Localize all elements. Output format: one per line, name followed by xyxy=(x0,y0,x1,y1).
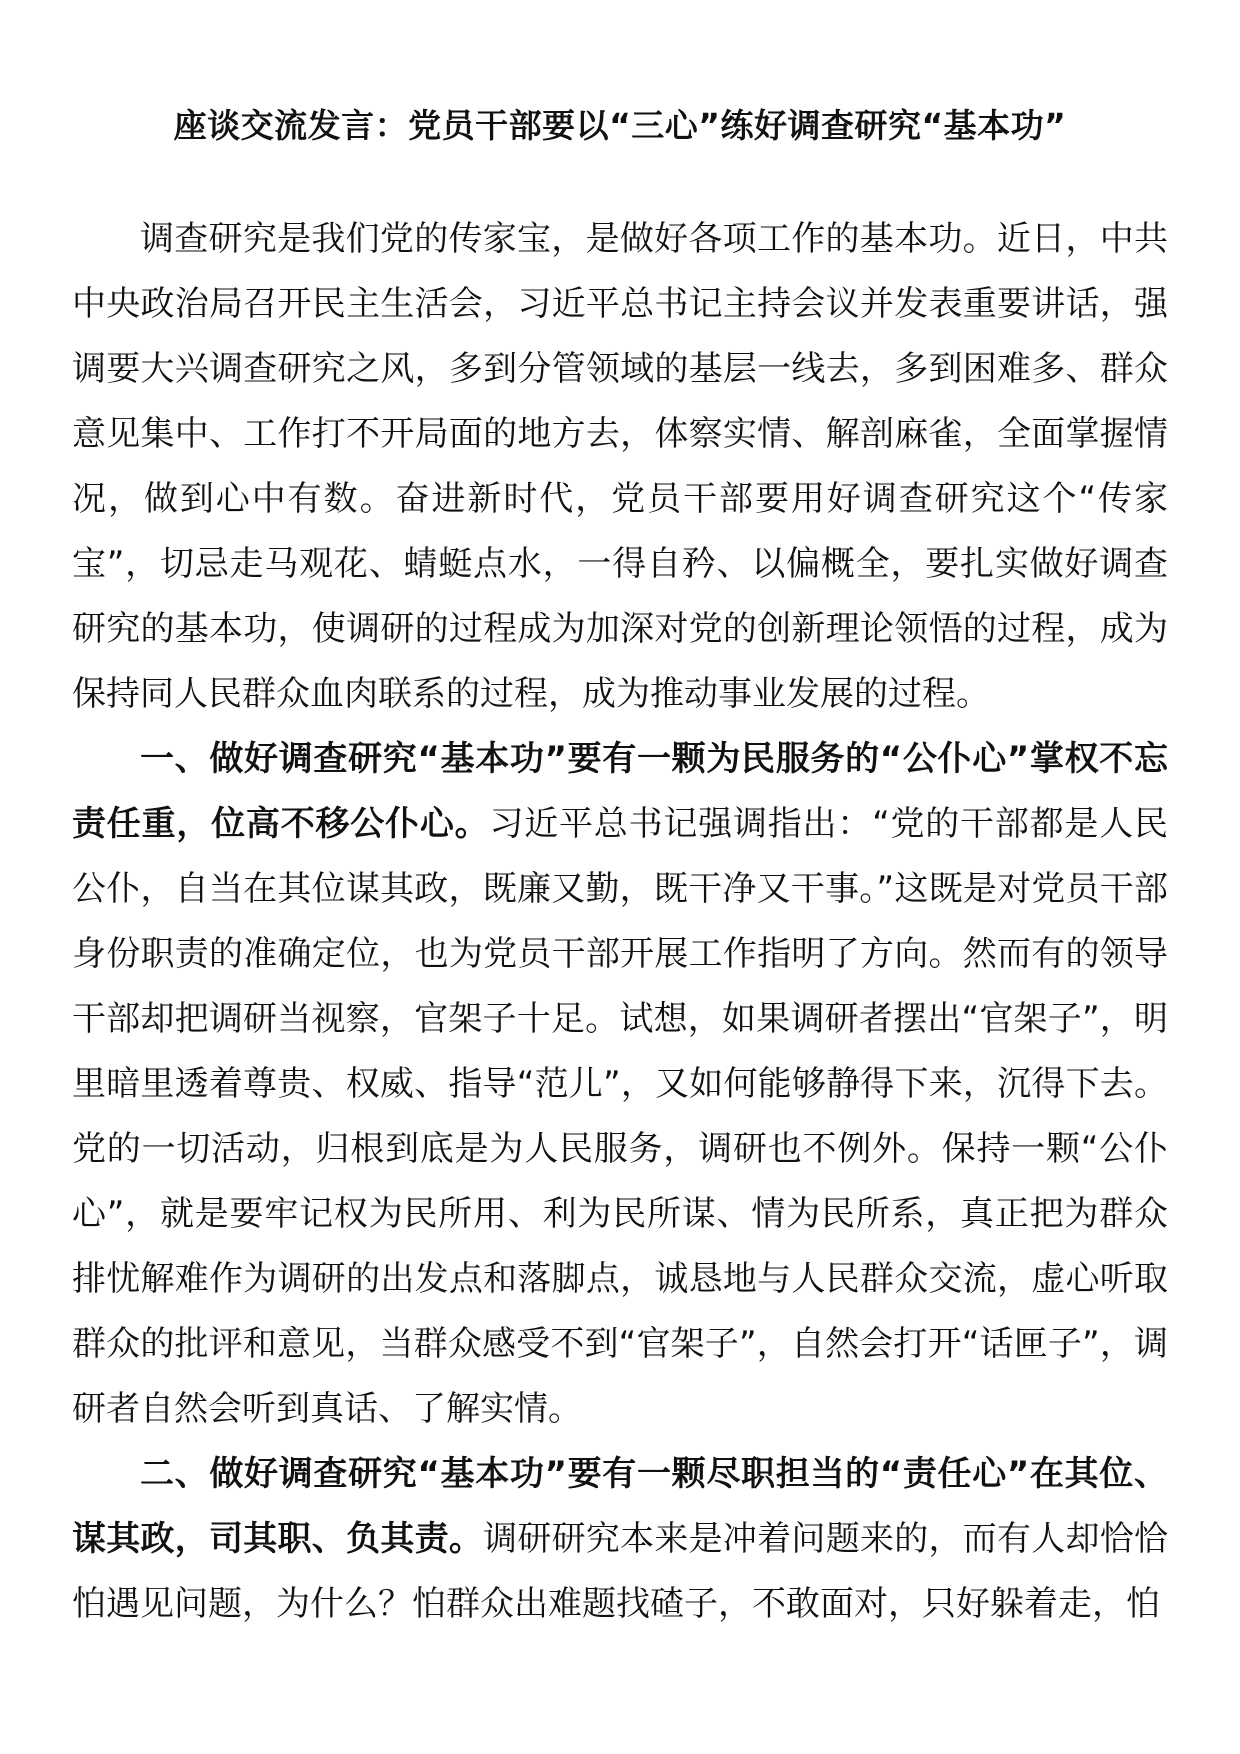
section-heading: 二、做好调查研究“基本功”要有一颗尽职担当的“责任心”在其位、谋其政，司其职、负其责。 xyxy=(72,1454,1168,1559)
paragraph-intro xyxy=(72,207,1168,727)
document-body xyxy=(72,207,1168,1637)
section-heading: 一、做好调查研究“基本功”要有一颗为民服务的“公仆心”掌权不忘责任重，位高不移公仆心。 xyxy=(72,739,1168,844)
paragraph-section-2 xyxy=(72,1442,1168,1637)
paragraph-section-1 xyxy=(72,727,1168,1442)
paragraph-text: 习近平总书记强调指出：“党的干部都是人民公仆，自当在其位谋其政，既廉又勤，既干净又干事。”这既是对党员干部身份职责的准确定位，也为党员干部开展工作指明了方向。然而有的领导干部却把调研当视察，官架子十足。试想，如果调研者摆出“官架子”，明里暗里透着尊贵、权威、指导“范儿”，又如何能够静得下来，沉得下去。党的一切活动，归根到底是为人民服务，调研也不例外。保持一颗“公仆心”，就是要牢记权为民所用、利为民所谋、情为民所系，真正把为群众排忧解难作为调研的出发点和落脚点，诚恳地与人民群众交流，虚心听取群众的批评和意见，当群众感受不到“官架子”，自然会打开“话匣子”，调研者自然会听到真话、了解实情。 xyxy=(72,804,1168,1429)
paragraph-text: 调查研究是我们党的传家宝，是做好各项工作的基本功。近日，中共中央政治局召开民主生活会，习近平总书记主持会议并发表重要讲话，强调要大兴调查研究之风，多到分管领域的基层一线去，多到困难多、群众意见集中、工作打不开局面的地方去，体察实情、解剖麻雀，全面掌握情况，做到心中有数。奋进新时代，党员干部要用好调查研究这个“传家宝”，切忌走马观花、蜻蜓点水，一得自矜、以偏概全，要扎实做好调查研究的基本功，使调研的过程成为加深对党的创新理论领悟的过程，成为保持同人民群众血肉联系的过程，成为推动事业发展的过程。 xyxy=(72,219,1168,714)
paragraph-text: 调研研究本来是冲着问题来的，而有人却恰恰怕遇见问题，为什么？怕群众出难题找碴子，不敢面对，只好躲着走，怕 xyxy=(72,1519,1169,1624)
document-title: 座谈交流发言：党员干部要以“三心”练好调查研究“基本功” xyxy=(173,106,1067,145)
